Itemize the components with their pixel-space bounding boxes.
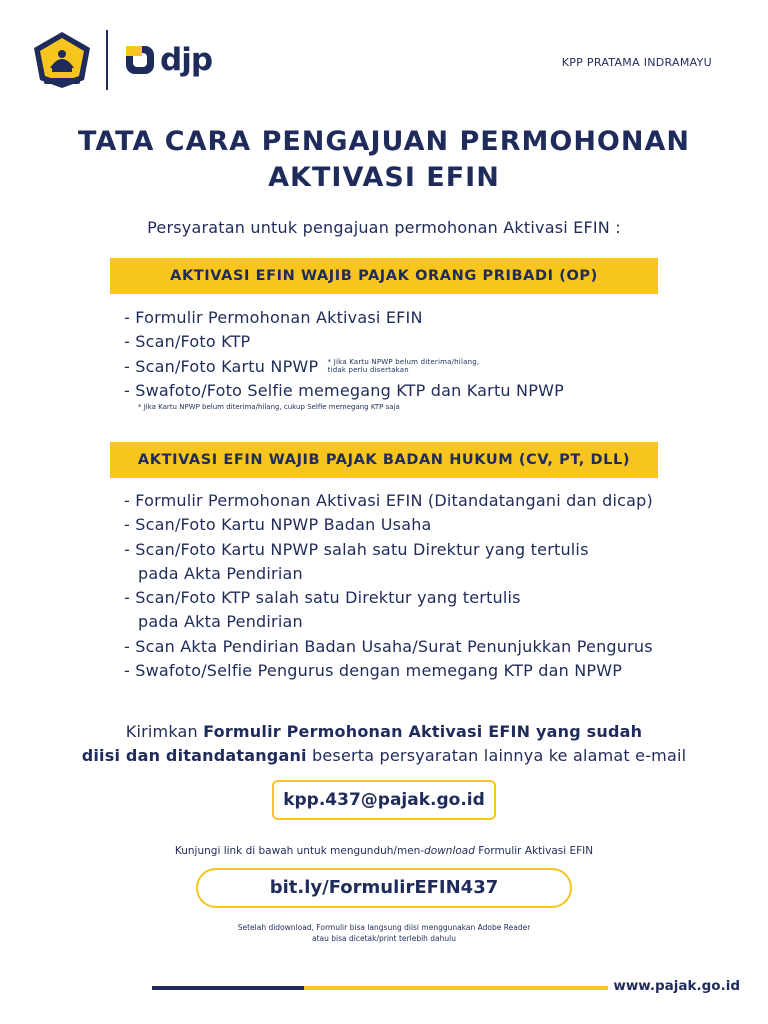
footer-line-navy [152, 986, 304, 990]
send-instruction [0, 720, 768, 768]
section-bh-heading: AKTIVASI EFIN WAJIB PAJAK BADAN HUKUM (CV, PT, DLL) [137, 452, 631, 468]
header-divider [106, 30, 108, 90]
page-title-line1: TATA CARA PENGAJUAN PERMOHONAN [78, 126, 690, 157]
npwp-note-line1: * Jika Kartu NPWP belum diterima/hilang, [327, 357, 480, 366]
op-requirements-list [124, 306, 564, 403]
kemenkeu-emblem-icon [30, 30, 94, 90]
send-text-part2: beserta persyaratan lainnya ke alamat e-mail [306, 746, 687, 765]
download-link[interactable]: bit.ly/FormulirEFIN437 [196, 868, 572, 908]
list-item-continuation: pada Akta Pendirian [138, 563, 303, 583]
visit-text-italic: download [424, 845, 475, 857]
send-text-bold1: Formulir Permohonan Aktivasi EFIN yang sudah [203, 722, 643, 741]
npwp-note-line2: tidak perlu disertakan [327, 365, 409, 374]
npwp-note [328, 358, 480, 374]
list-item: - Scan/Foto Kartu NPWP Badan Usaha [124, 515, 432, 535]
intro-text: Persyaratan untuk pengajuan permohonan Aktivasi EFIN : [147, 218, 621, 237]
email-address-box[interactable]: kpp.437@pajak.go.id [272, 780, 496, 820]
page-title-line2: AKTIVASI EFIN [268, 162, 500, 193]
list-item: - Scan/Foto Kartu NPWP salah satu Direktur yang tertulis [124, 539, 589, 559]
djp-logo-icon [124, 44, 156, 76]
after-note-line1: Setelah didownload, Formulir bisa langsung diisi menggunakan Adobe Reader [237, 923, 531, 932]
section-op-heading: AKTIVASI EFIN WAJIB PAJAK ORANG PRIBADI (OP) [170, 268, 598, 284]
send-text-bold2: diisi dan ditandatangani [81, 746, 307, 765]
page-title [0, 124, 768, 196]
download-instruction [0, 845, 768, 857]
after-note-line2: atau bisa dicetak/print terlebih dahulu [311, 934, 457, 943]
list-item: - Swafoto/Selfie Pengurus dengan memegang KTP dan NPWP [124, 661, 623, 681]
list-item: - Formulir Permohonan Aktivasi EFIN (Ditandatangani dan dicap) [124, 491, 653, 510]
brand-name: djp [160, 42, 213, 78]
bh-requirements-list [124, 489, 653, 683]
office-name: KPP PRATAMA INDRAMAYU [561, 56, 712, 69]
list-item [124, 355, 564, 379]
website-link[interactable]: www.pajak.go.id [613, 978, 740, 994]
after-download-note [0, 922, 768, 944]
footer-line-yellow [304, 986, 608, 990]
section-op-banner [110, 258, 658, 294]
list-item: - Swafoto/Foto Selfie memegang KTP dan Kartu NPWP [124, 380, 564, 400]
visit-text-part2: Formulir Aktivasi EFIN [474, 845, 594, 857]
list-item: - Scan/Foto KTP salah satu Direktur yang tertulis [124, 588, 521, 608]
list-item-text: - Scan/Foto Kartu NPWP [124, 356, 319, 376]
section-bh-banner [110, 442, 658, 478]
list-item-continuation: pada Akta Pendirian [138, 612, 303, 632]
list-item: - Formulir Permohonan Aktivasi EFIN [124, 308, 423, 327]
visit-text-part1: Kunjungi link di bawah untuk mengunduh/men- [174, 845, 425, 857]
list-item: - Scan Akta Pendirian Badan Usaha/Surat Penunjukkan Pengurus [124, 636, 653, 656]
send-text-part1: Kirimkan [125, 722, 204, 741]
op-footnote: * Jika Kartu NPWP belum diterima/hilang, cukup Selfie memegang KTP saja [138, 403, 400, 411]
list-item: - Scan/Foto KTP [124, 332, 251, 352]
